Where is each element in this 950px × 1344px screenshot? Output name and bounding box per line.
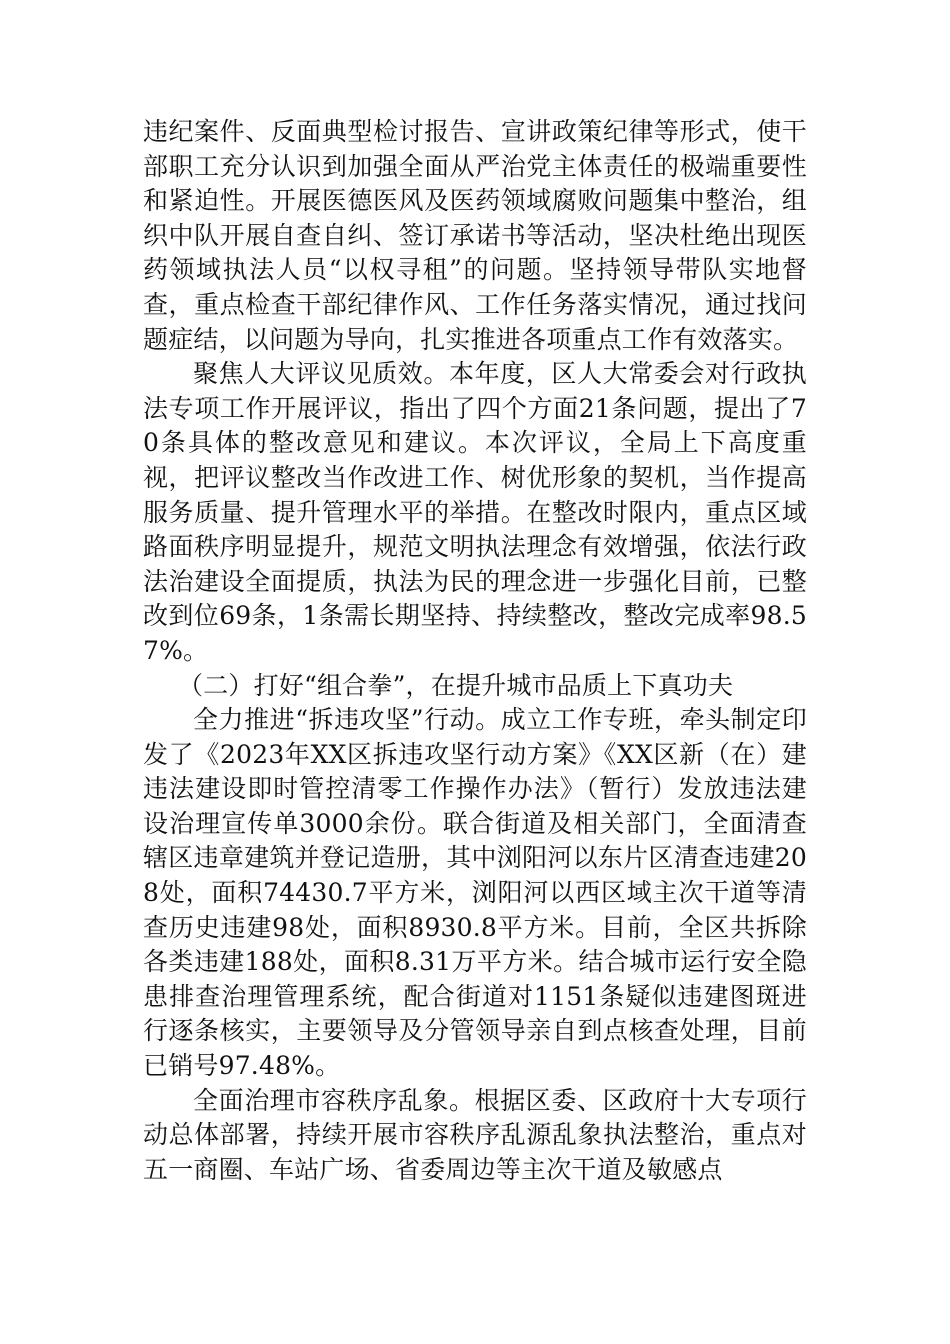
paragraph-demolition-action: 全力推进“拆违攻坚”行动。成立工作专班，牵头制定印发了《2023年XX区拆违攻坚行动方案》《XX区新（在）建违法建设即时管控清零工作操作办法》（暂行）发放违法建设治理宣传单3000余份。联合街道及相关部门，全面清查辖区违章建筑并登记造册，其中浏阳河以东片区清查违建208处，面积74430.7平方米，浏阳河以西区域主次干道等清查历史违建98处，面积8930.8平方米。目前，全区共拆除各类违建188处，面积8.31万平方米。结合城市运行安全隐患排查治理管理系统，配合街道对1151条疑似违建图斑进行逐条核实，主要领导及分管领导亲自到点核查处理，目前已销号97.48%。 — [143, 705, 807, 1081]
paragraph-npc-review: 聚焦人大评议见质效。本年度，区人大常委会对行政执法专项工作开展评议，指出了四个方面21条问题，提出了70条具体的整改意见和建议。本次评议，全局上下高度重视，把评议整改当作改进工作、树优形象的契机，当作提高服务质量、提升管理水平的举措。在整改时限内，重点区域路面秩序明显提升，规范文明执法理念有效增强，依法行政法治建设全面提质，执法为民的理念进一步强化目前，已整改到位69条，1条需长期坚持、持续整改，整改完成率98.57%。 — [143, 359, 807, 665]
section-heading-combination: （二）打好“组合拳”，在提升城市品质上下真功夫 — [178, 670, 734, 700]
paragraph-city-order: 全面治理市容秩序乱象。根据区委、区政府十大专项行动总体部署，持续开展市容秩序乱源乱象执法整治，重点对五一商圈、车站广场、省委周边等主次干道及敏感点 — [143, 1085, 807, 1184]
paragraph-discipline-education: 违纪案件、反面典型检讨报告、宣讲政策纪律等形式，使干部职工充分认识到加强全面从严治党主体责任的极端重要性和紧迫性。开展医德医风及医药领域腐败问题集中整治，组织中队开展自查自纠、签订承诺书等活动，坚决杜绝出现医药领域执法人员“以权寻租”的问题。坚持领导带队实地督查，重点检查干部纪律作风、工作任务落实情况，通过找问题症结，以问题为导向，扎实推进各项重点工作有效落实。 — [143, 117, 807, 354]
document-body — [143, 115, 807, 1187]
